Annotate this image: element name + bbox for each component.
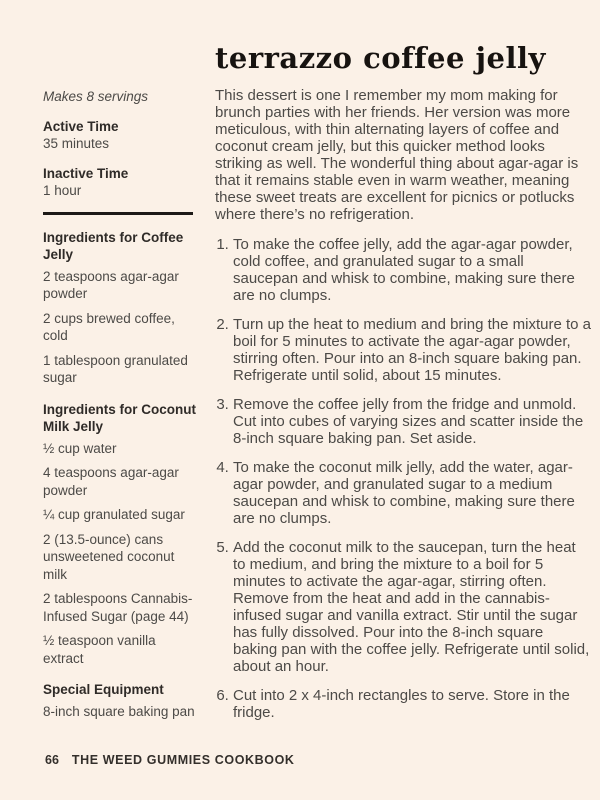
recipe-step: 1. To make the coffee jelly, add the agar-agar powder, cold coffee, and granulated sugar to a small saucepan and whisk to combine, making sure there are no clumps. <box>233 236 591 304</box>
recipe-steps <box>215 236 591 721</box>
recipe-step: 2. Turn up the heat to medium and bring the mixture to a boil for 5 minutes to activate the agar-agar powder, stirring often. Pour into an 8-inch square baking pan. Refrigerate until solid, about 15 minutes. <box>233 316 591 384</box>
inactive-time-block <box>43 165 196 200</box>
ingredients-coconut-milk-jelly-list <box>43 440 196 668</box>
special-equipment-list <box>43 703 196 721</box>
recipe-intro: This dessert is one I remember my mom making for brunch parties with her friends. Her version was more meticulous, with thin alternating layers of coffee and coconut cream jelly, but this quicker method looks striking as well. The wonderful thing about agar-agar is that it remains stable even in warm weather, meaning these sweet treats are excellent for picnics or potlucks where there’s no refrigeration. <box>215 87 579 223</box>
ingredient-item: ¼ cup granulated sugar <box>43 507 185 522</box>
recipe-step: 4. To make the coconut milk jelly, add the water, agar-agar powder, and granulated sugar to a medium saucepan and whisk to combine, making sure there are no clumps. <box>233 459 591 527</box>
recipe-step: 5. Add the coconut milk to the saucepan, turn the heat to medium, and bring the mixture to a boil for 5 minutes to activate the agar-agar, stirring often. Remove from the heat and add in the cannabis-infused sugar and vanilla extract. Stir until the sugar has fully dissolved. Pour into the 8-inch square baking pan with the coffee jelly. Refrigerate until solid, about an hour. <box>233 539 591 675</box>
page-number: 66 <box>45 753 59 767</box>
ingredient-item: ½ cup water <box>43 440 117 456</box>
ingredient-item: 2 (13.5-ounce) cans unsweetened coconut milk <box>43 531 175 582</box>
equipment-item: 8-inch square baking pan <box>43 703 195 719</box>
ingredient-item: ½ teaspoon vanilla extract <box>43 633 156 666</box>
recipe-step: 3. Remove the coffee jelly from the fridge and unmold. Cut into cubes of varying sizes and scatter inside the 8-inch square baking pan. Set aside. <box>233 396 591 447</box>
active-time-value: 35 minutes <box>43 136 110 151</box>
ingredients-coffee-jelly-section <box>43 229 196 387</box>
sidebar-divider <box>43 212 193 215</box>
active-time-label: Active Time <box>43 118 119 134</box>
servings-note: Makes 8 servings <box>43 89 149 104</box>
ingredients-coffee-jelly-list <box>43 268 196 387</box>
page-footer <box>45 753 295 767</box>
recipe-sidebar <box>43 88 196 734</box>
ingredient-item: 2 cups brewed coffee, cold <box>43 310 175 343</box>
active-time-block <box>43 118 196 153</box>
ingredient-item: 2 tablespoons Cannabis-Infused Sugar (page 44) <box>43 591 193 624</box>
ingredients-coconut-milk-jelly-heading: Ingredients for Coconut Milk Jelly <box>43 401 196 434</box>
ingredient-item: 2 teaspoons agar-agar powder <box>43 268 179 301</box>
ingredient-item: 1 tablespoon granulated sugar <box>43 352 188 385</box>
recipe-main <box>215 42 591 733</box>
ingredients-coffee-jelly-heading: Ingredients for Coffee Jelly <box>43 229 184 262</box>
special-equipment-section <box>43 681 196 720</box>
inactive-time-value: 1 hour <box>43 183 82 198</box>
ingredients-coconut-milk-jelly-section <box>43 401 196 668</box>
recipe-step: 6. Cut into 2 x 4-inch rectangles to serve. Store in the fridge. <box>233 687 591 721</box>
book-title: THE WEED GUMMIES COOKBOOK <box>71 753 295 767</box>
ingredient-item: 4 teaspoons agar-agar powder <box>43 465 179 498</box>
recipe-title: terrazzo coffee jelly <box>215 41 546 75</box>
inactive-time-label: Inactive Time <box>43 165 129 181</box>
special-equipment-heading: Special Equipment <box>43 682 164 697</box>
